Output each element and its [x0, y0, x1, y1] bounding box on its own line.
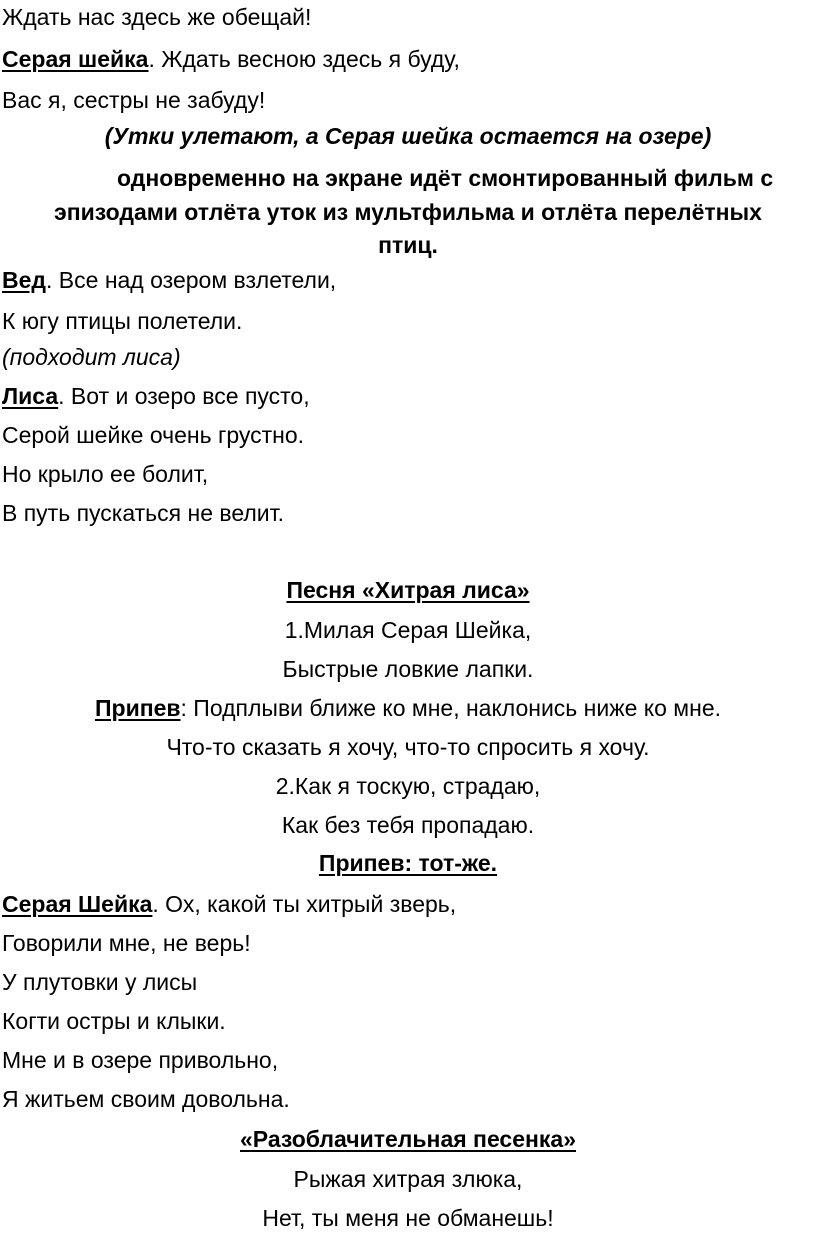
dialogue-text: . Вот и озеро все пусто, — [58, 383, 310, 409]
lyric-line: Нет, ты меня не обманешь! — [262, 1205, 554, 1231]
chorus-text: : Подплыви ближе ко мне, наклонись ниже ко мне. — [180, 695, 721, 721]
text-line: У плутовки у лисы — [2, 969, 198, 995]
lyric-line: Быстрые ловкие лапки. — [282, 656, 534, 682]
stage-direction-bold: одновременно на экране идёт смонтированный фильм с — [117, 165, 774, 191]
stage-direction: (Утки улетают, а Серая шейка остается на озере) — [104, 123, 712, 149]
text-line: Говорили мне, не верь! — [2, 930, 251, 956]
dialogue-line — [2, 381, 310, 411]
text-line: Серой шейке очень грустно. — [2, 422, 305, 448]
lyric-line: Рыжая хитрая злюка, — [293, 1166, 523, 1192]
dialogue-line — [2, 265, 336, 295]
stage-direction: (подходит лиса) — [2, 344, 181, 370]
text-line: К югу птицы полетели. — [2, 308, 243, 334]
lyric-line: 1.Милая Серая Шейка, — [284, 617, 532, 643]
speaker-name: Вед — [2, 267, 47, 293]
chorus-line — [0, 693, 816, 723]
lyric-line: Как без тебя пропадаю. — [281, 812, 535, 838]
text-line: Но крыло ее болит, — [2, 461, 209, 487]
text-line: Когти остры и клыки. — [2, 1008, 226, 1034]
text-line: Ждать нас здесь же обещай! — [2, 4, 312, 30]
stage-direction-bold: эпизодами отлёта уток из мультфильма и отлёта перелётных — [54, 199, 762, 225]
stage-direction-bold: птиц. — [378, 232, 438, 258]
song-title: «Разоблачительная песенка» — [239, 1126, 576, 1152]
chorus-label: Припев — [94, 695, 181, 721]
speaker-name: Лиса — [2, 383, 59, 409]
dialogue-text: . Все над озером взлетели, — [46, 267, 337, 293]
speaker-name: Серая шейка — [2, 46, 149, 72]
dialogue-line — [2, 44, 460, 74]
dialogue-text: . Ох, какой ты хитрый зверь, — [152, 891, 457, 917]
dialogue-line — [2, 889, 456, 919]
text-line: Вас я, сестры не забуду! — [2, 87, 266, 113]
text-line: В путь пускаться не велит. — [2, 500, 285, 526]
text-line: Я житьем своим довольна. — [2, 1086, 290, 1112]
dialogue-text: . Ждать весною здесь я буду, — [148, 46, 460, 72]
song-title: Песня «Хитрая лиса» — [286, 577, 530, 603]
text-line: Мне и в озере привольно, — [2, 1047, 279, 1073]
lyric-line: Что-то сказать я хочу, что-то спросить я хочу. — [166, 734, 650, 760]
chorus-repeat: Припев: тот-же. — [318, 850, 498, 876]
lyric-line: 2.Как я тоскую, страдаю, — [275, 773, 541, 799]
speaker-name: Серая Шейка — [2, 891, 153, 917]
